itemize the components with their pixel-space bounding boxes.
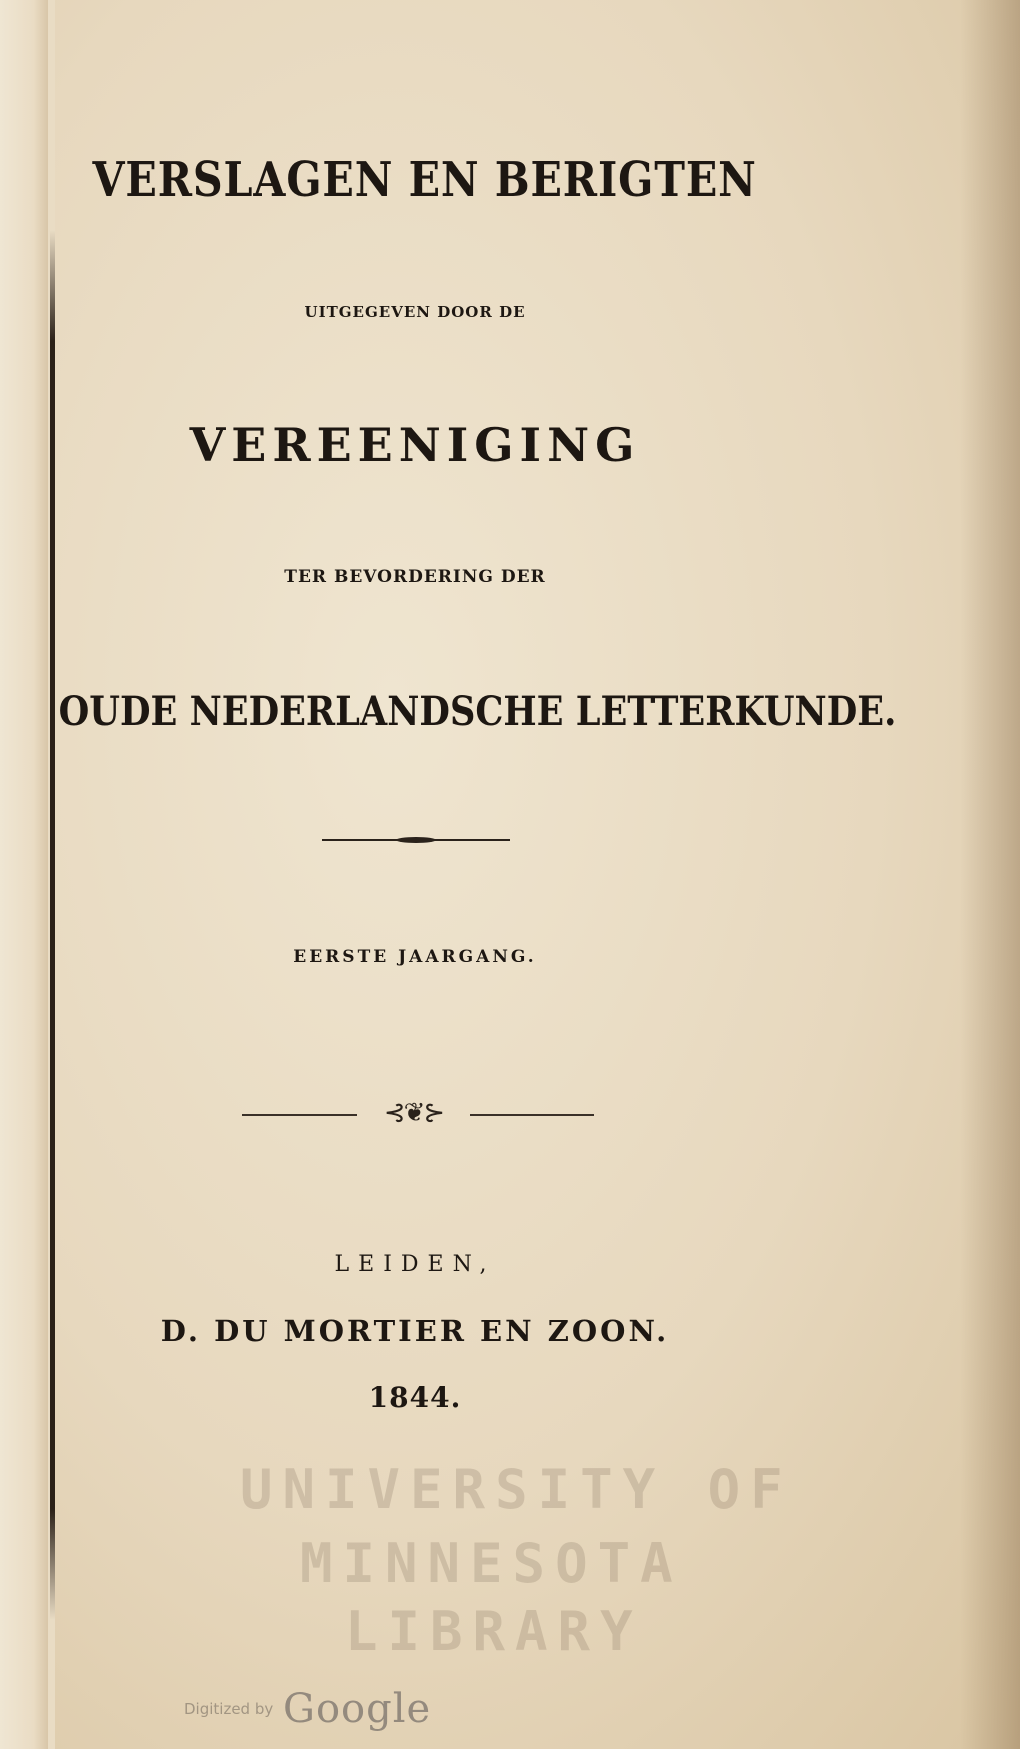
volume-line: EERSTE JAARGANG. (293, 947, 537, 967)
page-edge (0, 0, 48, 1749)
ornament-rule-left (242, 1114, 357, 1116)
book-title: VERSLAGEN EN BERIGTEN (92, 152, 757, 208)
issued-by-line: UITGEGEVEN DOOR DE (304, 303, 526, 321)
library-stamp-line-3: LIBRARY (345, 1600, 643, 1663)
page-shadow (960, 0, 1020, 1749)
place-of-publication: LEIDEN, (334, 1252, 496, 1277)
publication-year: 1844. (368, 1381, 462, 1414)
purpose-line: TER BEVORDERING DER (284, 567, 546, 587)
library-stamp-line-2: MINNESOTA (300, 1532, 683, 1595)
society-name: VEREENIGING (189, 418, 641, 472)
subject-line: OUDE NEDERLANDSCHE LETTERKUNDE. (58, 688, 897, 735)
digitized-by-label: Digitized by (184, 1700, 274, 1718)
divider-rule-ornament (396, 837, 436, 843)
ornament-icon: ⊰❦⊱ (383, 1098, 444, 1128)
google-watermark-logo: Google (283, 1686, 432, 1732)
publisher-name: D. DU MORTIER EN ZOON. (160, 1314, 670, 1348)
library-stamp-line-1: UNIVERSITY OF (240, 1458, 793, 1521)
ornament-rule-right (470, 1114, 594, 1116)
